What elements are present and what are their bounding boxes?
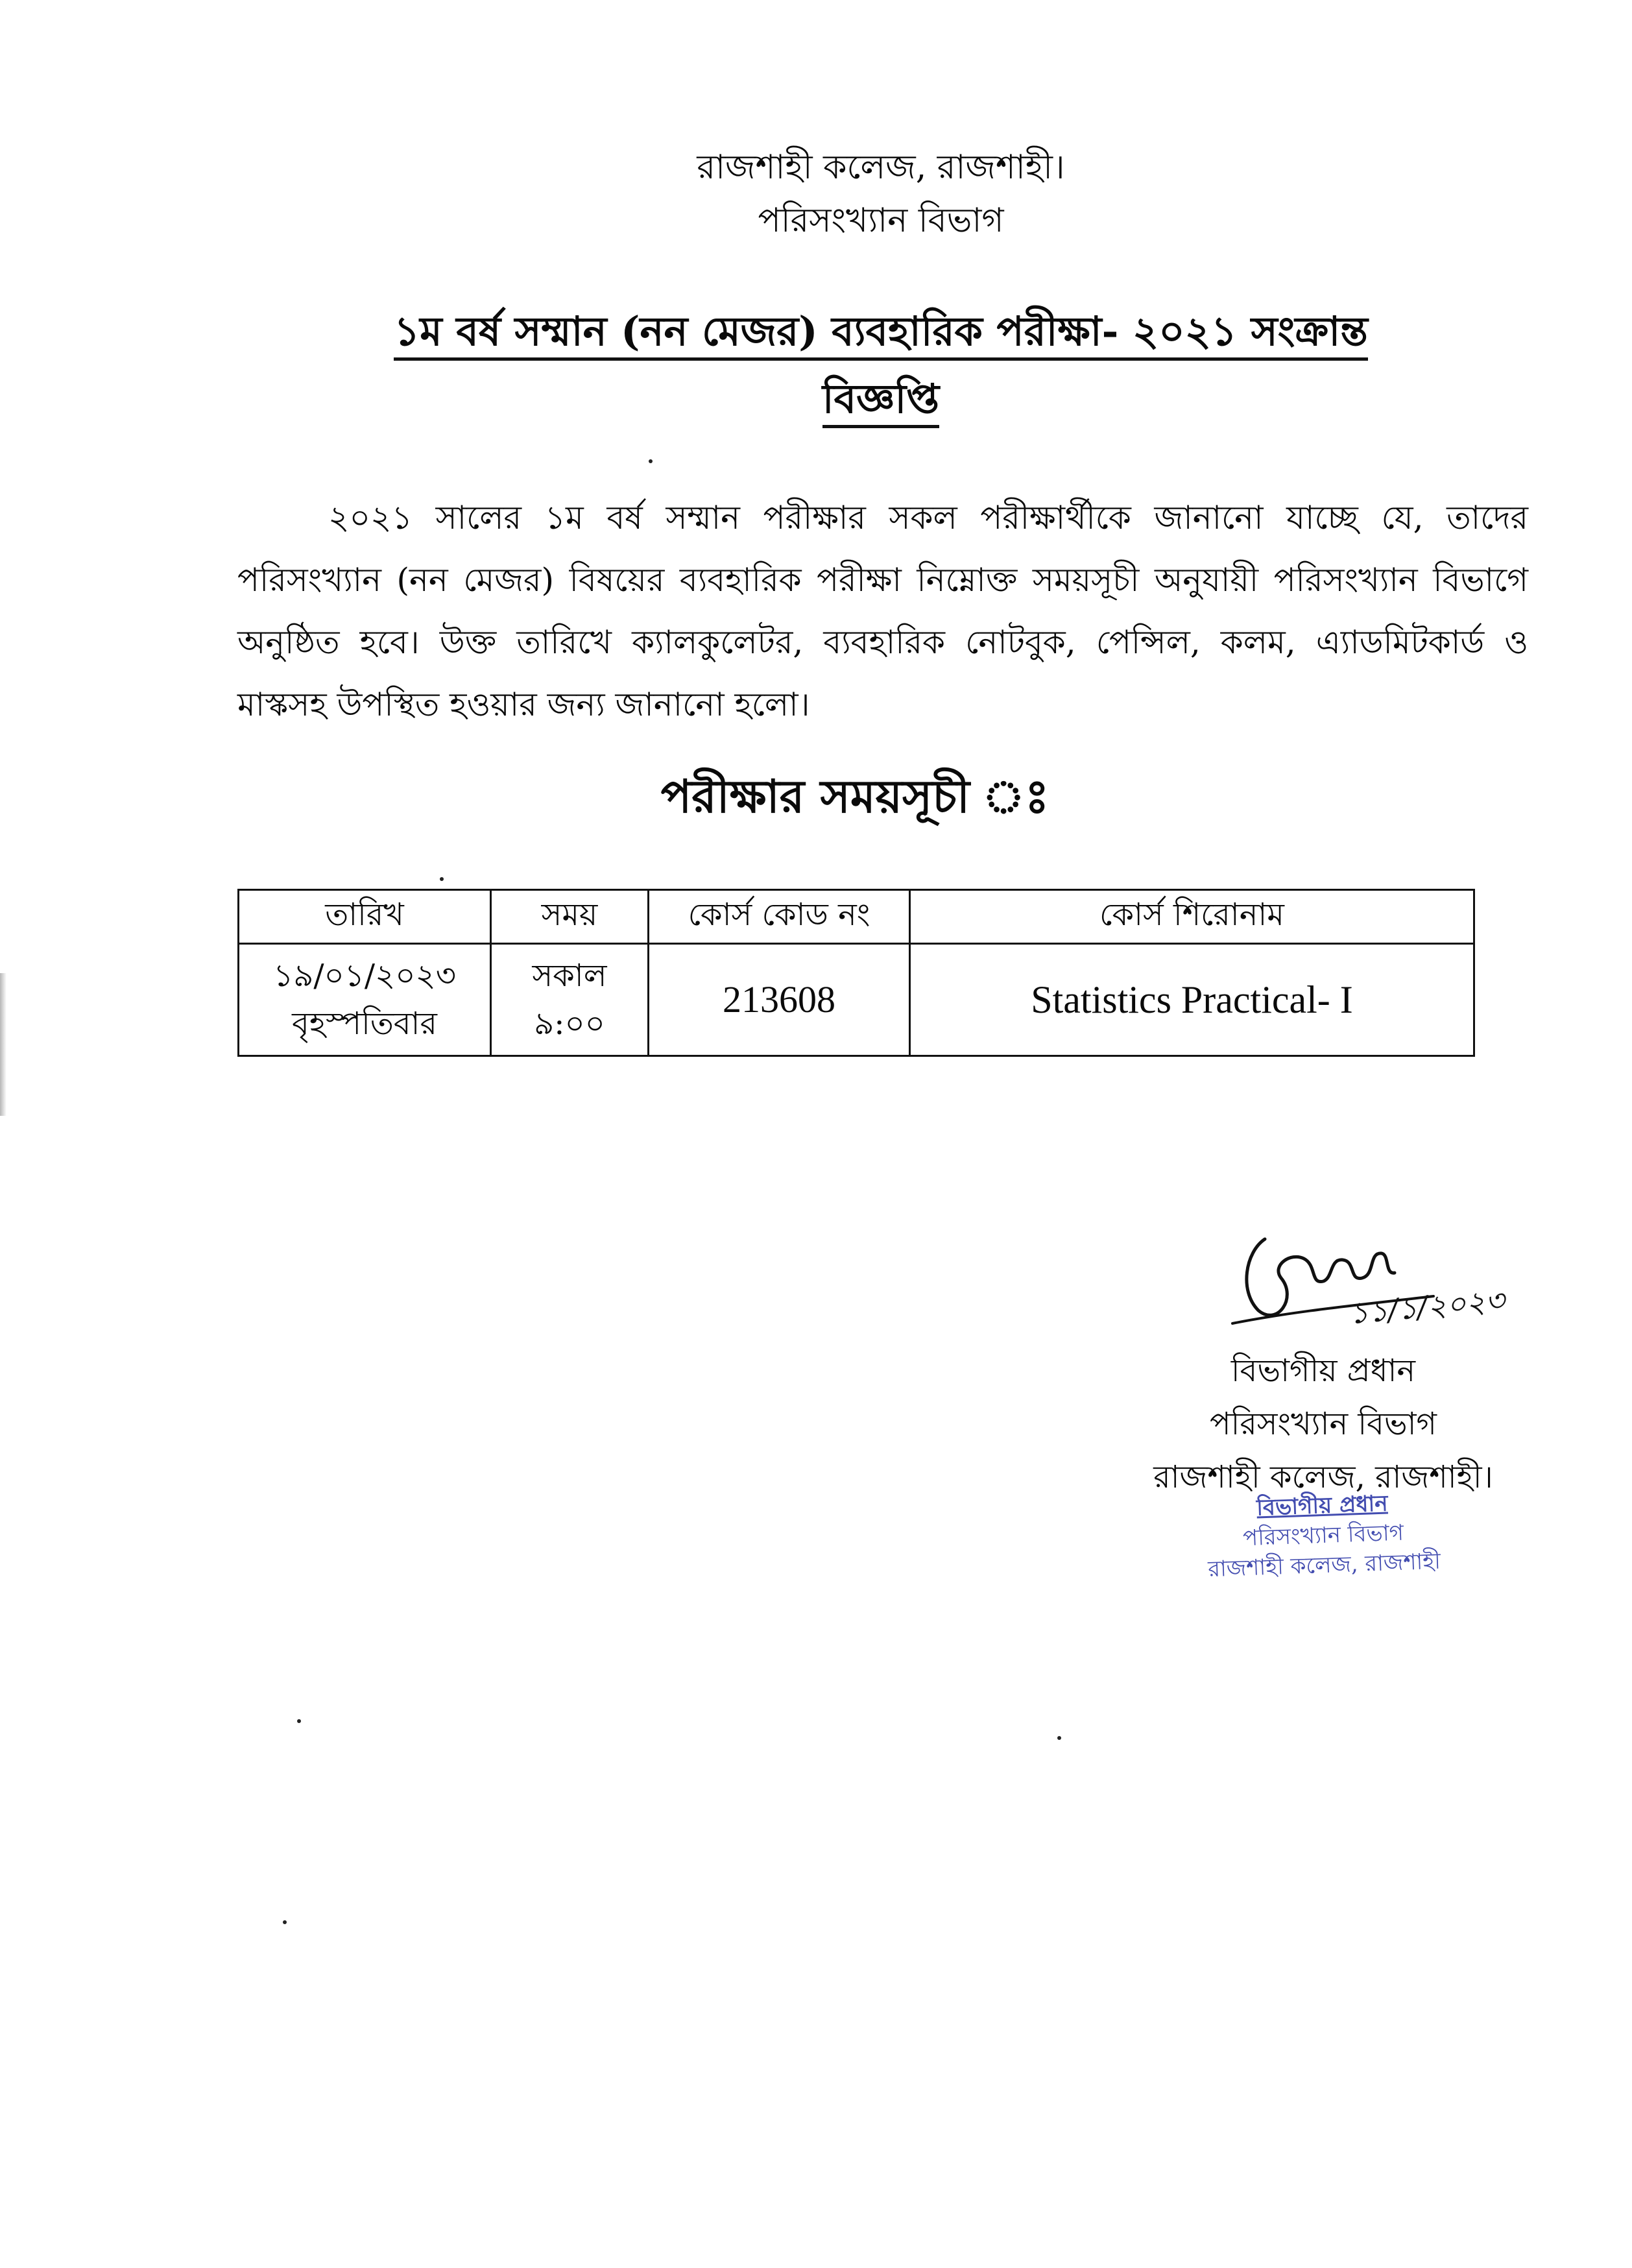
schedule-table [237, 889, 1475, 1057]
notice-subtitle [65, 371, 1632, 427]
scan-edge-shadow [0, 973, 6, 1116]
signatory-college: রাজশাহী কলেজ, রাজশাহী। [1153, 1459, 1493, 1495]
notice-title [65, 304, 1632, 359]
department-name: পরিসংখ্যান বিভাগ [758, 201, 1004, 240]
stamp-line-designation: বিভাগীয় প্রধান [1256, 1490, 1389, 1521]
notice-subtitle-text: বিজ্ঞপ্তি [822, 375, 939, 428]
scan-speck [649, 459, 653, 463]
exam-time: ৯:০০ [534, 1006, 605, 1042]
cell-course-title: Statistics Practical- I [910, 944, 1474, 1056]
table-row [239, 944, 1474, 1056]
college-name: রাজশাহী কলেজ, রাজশাহী। [697, 148, 1065, 187]
schedule-heading: পরীক্ষার সময়সূচী ঃ [660, 769, 1050, 823]
stamp-line-department: পরিসংখ্যান বিভাগ [1242, 1519, 1404, 1552]
exam-day: বৃহস্পতিবার [292, 1006, 437, 1042]
signature-date: ১১/১/২০২৩ [1347, 1282, 1506, 1331]
cell-course-code: 213608 [649, 944, 910, 1056]
stamp-line-college: রাজশাহী কলেজ, রাজশাহী [1207, 1548, 1441, 1583]
official-stamp [1179, 1486, 1468, 1585]
exam-date: ১৯/০১/২০২৩ [273, 958, 456, 994]
table-header-row [239, 890, 1474, 944]
column-header-course-title: কোর্স শিরোনাম [910, 890, 1474, 944]
signatory-department: পরিসংখ্যান বিভাগ [1210, 1406, 1437, 1442]
column-header-date: তারিখ [239, 890, 491, 944]
cell-time [491, 944, 649, 1056]
scan-speck [283, 1920, 287, 1924]
notice-body: ২০২১ সালের ১ম বর্ষ সম্মান পরীক্ষার সকল পরীক্ষার্থীকে জানানো যাচ্ছে যে, তাদের পরিসংখ্যান (নন মেজর) বিষয়ের ব্যবহারিক পরীক্ষা নিম্নোক্ত সময়সূচী অনুযায়ী পরিসংখ্যান বিভাগে অনুষ্ঠিত হবে। উক্ত তারিখে ক্যালকুলেটর, ব্যবহারিক নোটবুক, পেন্সিল, কলম, এ্যাডমিটকার্ড ও মাস্কসহ উপস্থিত হওয়ার জন্য জানানো হলো। [237, 499, 1528, 723]
exam-time-period: সকাল [532, 958, 607, 994]
notice-title-text: ১ম বর্ষ সম্মান (নন মেজর) ব্যবহারিক পরীক্ষা- ২০২১ সংক্রান্ত [394, 308, 1368, 361]
cell-date [239, 944, 491, 1056]
scan-speck [440, 877, 444, 881]
scan-speck [1057, 1736, 1061, 1740]
scan-speck [297, 1719, 301, 1723]
signatory-designation: বিভাগীয় প্রধান [1230, 1353, 1416, 1389]
column-header-time: সময় [491, 890, 649, 944]
column-header-course-code: কোর্স কোড নং [649, 890, 910, 944]
